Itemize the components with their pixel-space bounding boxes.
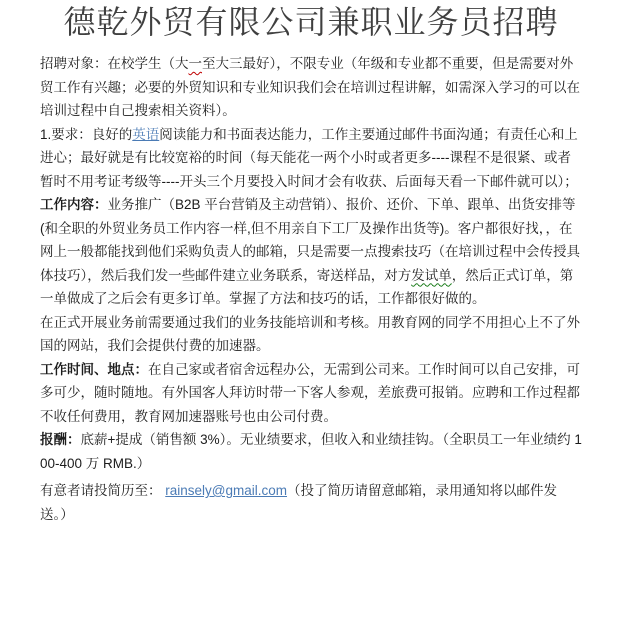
text-run: 发试单 bbox=[411, 267, 452, 283]
english-link[interactable]: 英语 bbox=[132, 126, 160, 142]
text-run: 底薪+提成（销售额 3%）。无业绩要求，但收入和业绩挂钩。（全职员工一年业绩约 100-400 万 RMB.） bbox=[40, 432, 582, 471]
text-run: 工作时间、地点： bbox=[40, 361, 148, 377]
paragraph-salary bbox=[40, 428, 582, 475]
text-run: 一 bbox=[188, 56, 202, 71]
paragraph-contact bbox=[40, 479, 582, 526]
text-run: 报酬： bbox=[40, 432, 81, 447]
text-run: 在正式开展业务前需要通过我们的业务技能培训和考核。用教育网的同学不用担心上不了外国的网站，我们会提供付费的加速器。 bbox=[40, 314, 580, 353]
text-run: 招聘对象：在校学生（大 bbox=[40, 56, 189, 71]
paragraph-training bbox=[40, 311, 582, 358]
text-run: 阅读能力和书面表达能力，工作主要通过邮件书面沟通；有责任心和上进心；最好就是有比较宽裕的时间（每天能花一两个小时或者更多----课程不是很紧、或者暂时不用考证考级等----开头三个月要投入时间才会有收获、后面每天看一下邮件就可以）； bbox=[40, 126, 578, 189]
document-body bbox=[40, 52, 582, 526]
text-run: 业务推广（B2B 平台营销及主动营销）、报价、还价、下单、跟单、出货安排等(和全职的外贸业务员工作内容一样,但不用亲自下工厂及操作出货等)。客户都很好找，，在网上一般都能找到他们采购负责人的邮箱，只是需要一点搜索技巧（在培训过程中会传授具体技巧），然后我们发一些邮件建立业务联系，寄送样品，对方 bbox=[40, 197, 580, 283]
paragraph-job-content bbox=[40, 193, 582, 311]
paragraph-requirements bbox=[40, 123, 582, 194]
text-run: 1.要求：良好的 bbox=[40, 126, 133, 142]
paragraph-recruit-target bbox=[40, 52, 582, 123]
email-link[interactable]: rainsely@gmail.com bbox=[165, 483, 288, 498]
text-run: 有意者请投简历至： bbox=[40, 483, 166, 498]
text-run: 至大三最好），不限专业（年级和专业都不重要，但是需要对外贸工作有兴趣；必要的外贸知识和专业知识我们会在培训过程讲解，如需深入学习的可以在培训过程中自己搜索相关资料）。 bbox=[40, 56, 580, 118]
text-run: （投了简历请留意邮箱，录用通知将以邮件发送。） bbox=[40, 483, 558, 522]
text-run: ，然后正式订单，第一单做成了之后会有更多订单。掌握了方法和技巧的话，工作都很好做的。 bbox=[40, 267, 574, 306]
text-run: 工作内容： bbox=[40, 197, 108, 212]
document-title: 德乾外贸有限公司兼职业务员招聘 bbox=[63, 4, 559, 40]
text-run: 在自己家或者宿舍远程办公，无需到公司来。工作时间可以自己安排，可多可少，随时随地。有外国客人拜访时带一下客人参观，差旅费可报销。应聘和工作过程都不收任何费用，教育网加速器账号也由公司付费。 bbox=[40, 361, 580, 424]
paragraph-work-time-place bbox=[40, 358, 582, 429]
